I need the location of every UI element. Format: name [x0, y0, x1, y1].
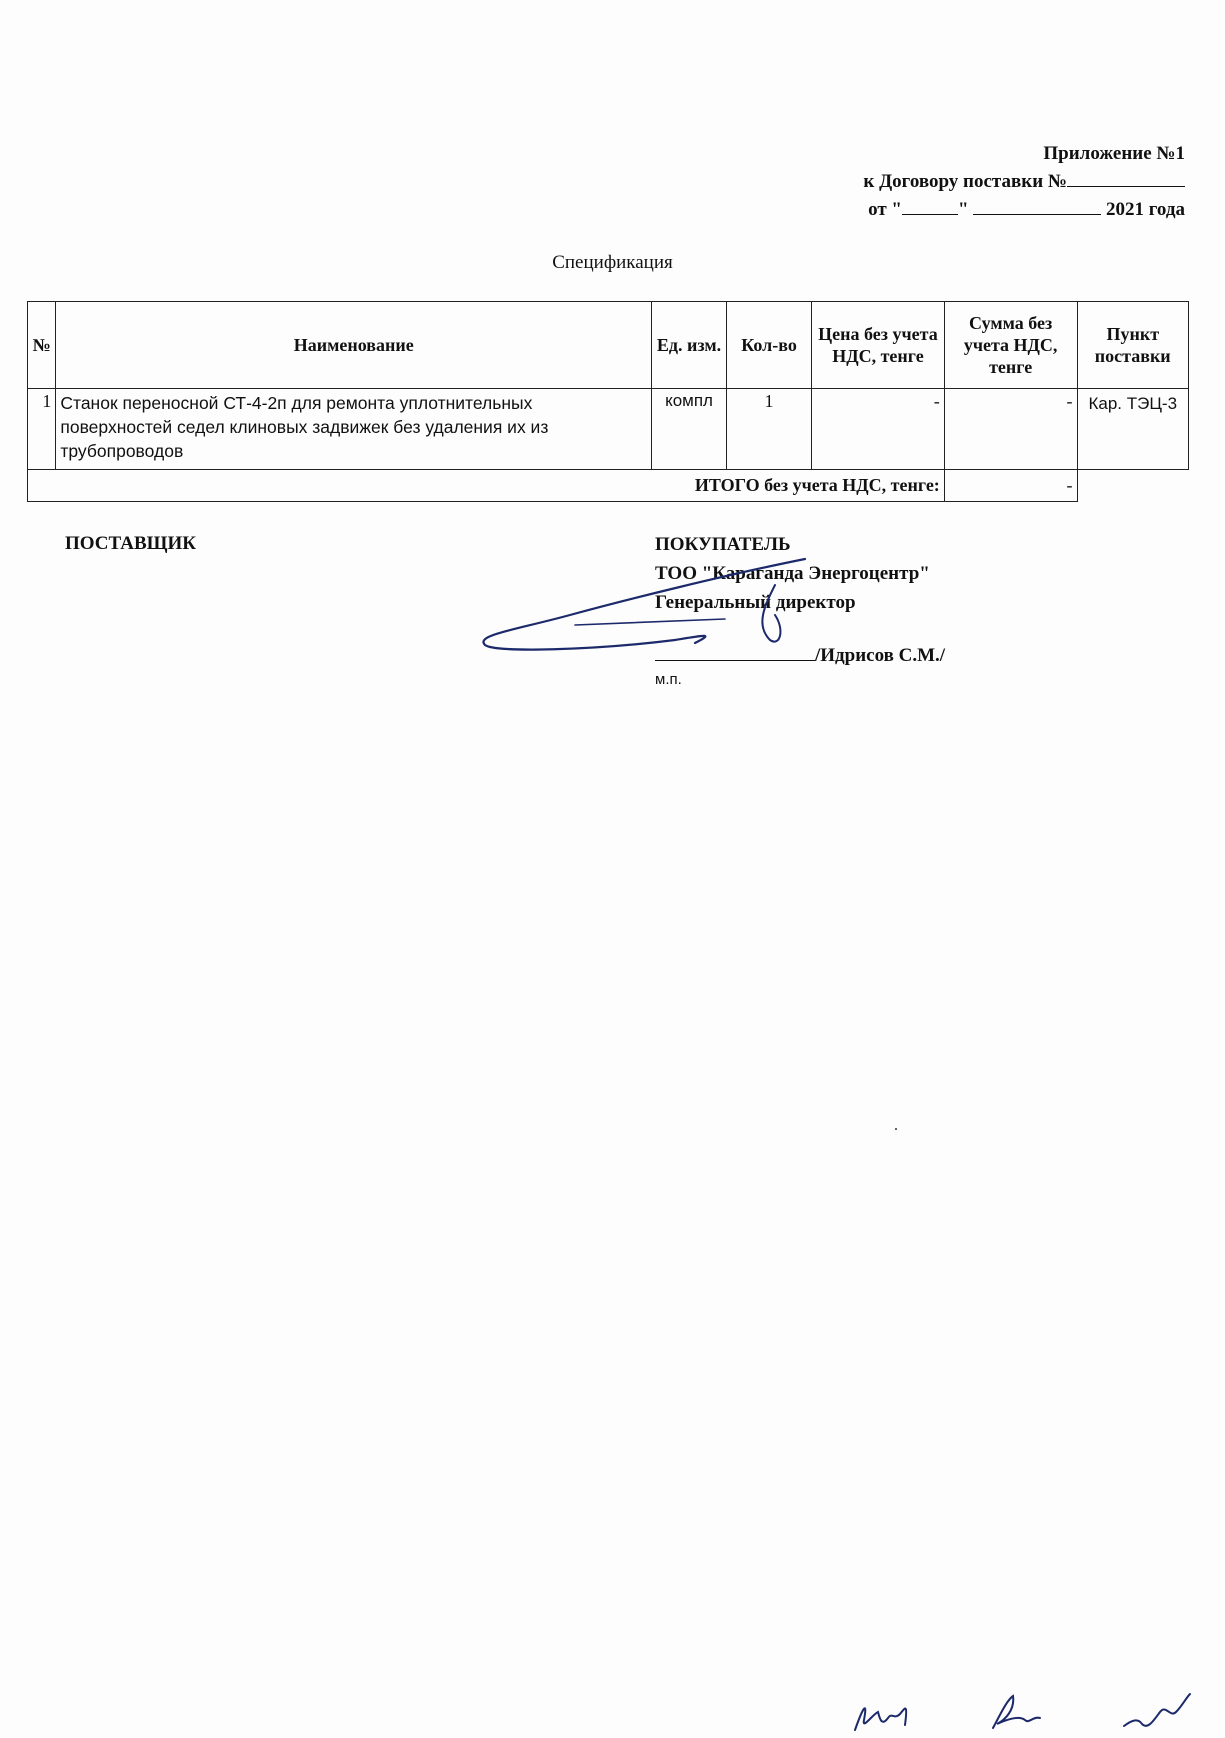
row-number: 1: [28, 389, 56, 470]
column-header: Цена без учета НДС, тенге: [812, 302, 945, 389]
handwritten-signature: [475, 555, 815, 655]
buyer-signatory: /Идрисов С.М./: [815, 645, 946, 666]
item-sum: -: [944, 389, 1077, 470]
table-header-row: [28, 302, 1189, 389]
column-header: №: [28, 302, 56, 389]
contract-date: от " " 2021 года: [585, 196, 1185, 224]
total-value: -: [944, 470, 1077, 502]
item-unit: компл: [652, 389, 727, 470]
appendix-header: [585, 140, 1185, 224]
handwritten-initials: [850, 1690, 920, 1735]
total-label: ИТОГО без учета НДС, тенге:: [28, 470, 945, 502]
appendix-title: Приложение №1: [1043, 143, 1185, 164]
supplier-label: ПОСТАВЩИК: [65, 533, 197, 554]
column-header: Кол-во: [727, 302, 812, 389]
buyer-label: ПОКУПАТЕЛЬ: [655, 534, 791, 555]
total-row: [28, 470, 1189, 502]
column-header: Ед. изм.: [652, 302, 727, 389]
contract-reference: к Договору поставки №: [585, 168, 1185, 196]
column-header: Пункт поставки: [1077, 302, 1189, 389]
item-delivery-point: Кар. ТЭЦ-3: [1077, 389, 1189, 470]
document-title: Спецификация: [552, 252, 673, 273]
item-price: -: [812, 389, 945, 470]
column-header: Сумма без учета НДС, тенге: [944, 302, 1077, 389]
specification-table: [27, 301, 1189, 502]
handwritten-initials: [985, 1690, 1045, 1735]
item-quantity: 1: [727, 389, 812, 470]
buyer-position: Генеральный директор: [655, 592, 856, 613]
handwritten-initials: [1120, 1690, 1195, 1735]
item-name: Станок переносной СТ-4-2п для ремонта уплотнительных поверхностей седел клиновых задвижек без удаления их из трубопроводов: [56, 389, 652, 470]
column-header: Наименование: [56, 302, 652, 389]
table-row: [28, 389, 1189, 470]
buyer-organization: ТОО "Караганда Энергоцентр": [655, 563, 930, 584]
stamp-place: м.п.: [655, 671, 682, 688]
